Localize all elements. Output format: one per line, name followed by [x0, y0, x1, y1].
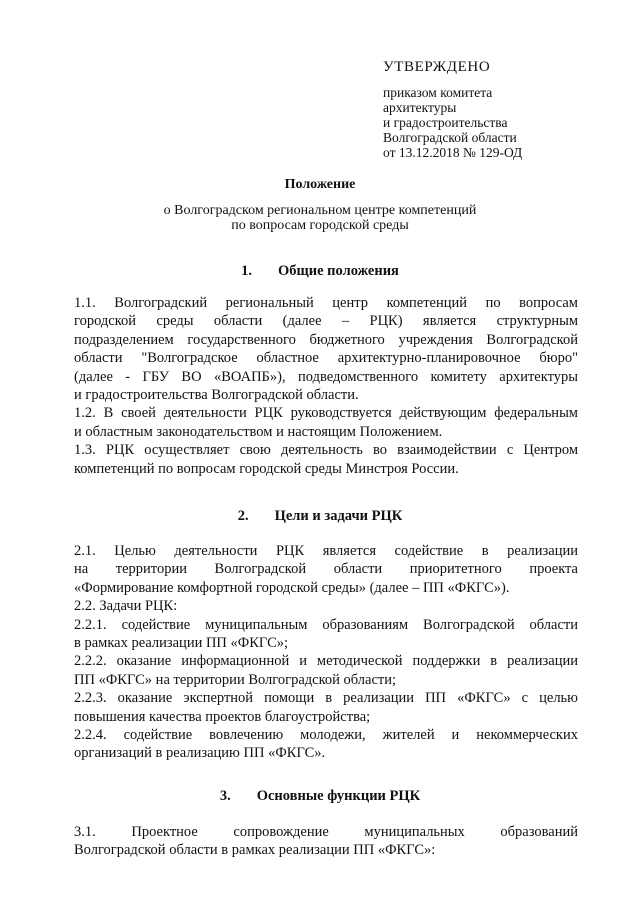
- document-subtitle: [0, 203, 640, 233]
- section-number: 2.: [237, 508, 249, 524]
- text-line: городской среды области (далее – РЦК) является структурным: [74, 313, 578, 330]
- text-line: 1.3. РЦК осуществляет свою деятельность во взаимодействии с Центром: [74, 442, 578, 459]
- text-line: в рамках реализации ПП «ФКГС»;: [74, 634, 289, 651]
- section-body-1: [74, 294, 578, 478]
- text-line: на территории Волгоградской области приоритетного проекта: [74, 561, 578, 578]
- text-line: повышения качества проектов благоустройства;: [74, 708, 371, 725]
- section-heading-3: [0, 787, 640, 805]
- text-line: 1.1. Волгоградский региональный центр компетенций по вопросам: [74, 295, 578, 311]
- approval-line: Волгоградской области: [383, 130, 517, 145]
- text-line: Волгоградской области в рамках реализации ПП «ФКГС»:: [74, 842, 436, 859]
- approval-details: [383, 85, 623, 160]
- section-body-3: [74, 823, 578, 860]
- approval-block: [383, 57, 623, 160]
- subtitle-line: по вопросам городской среды: [231, 218, 409, 233]
- section-title: Общие положения: [277, 263, 399, 279]
- text-line: 2.2. Задачи РЦК:: [74, 598, 178, 615]
- text-line: 2.1. Целью деятельности РЦК является содействие в реализации: [74, 543, 578, 559]
- text-line: организаций в реализацию ПП «ФКГС».: [74, 745, 326, 762]
- text-line: 2.2.2. оказание информационной и методической поддержки в реализации: [74, 653, 578, 670]
- text-line: подразделением государственного бюджетного учреждения Волгоградской: [74, 331, 578, 348]
- section-body-2: [74, 542, 578, 763]
- text-line: области "Волгоградское областное архитектурно-планировочное бюро": [74, 350, 578, 367]
- text-line: 2.2.4. содействие вовлечению молодежи, жителей и некоммерческих: [74, 726, 578, 743]
- text-line: и градостроительства Волгоградской области.: [74, 386, 359, 403]
- section-number: 1.: [241, 263, 252, 279]
- approval-title: УТВЕРЖДЕНО: [383, 59, 491, 75]
- section-title: Цели и задачи РЦК: [274, 508, 403, 524]
- text-line: 1.2. В своей деятельности РЦК руководствуется действующим федеральным: [74, 405, 578, 422]
- subtitle-line: о Волгоградском региональном центре компетенций: [163, 203, 477, 218]
- section-title: Основные функции РЦК: [256, 788, 421, 804]
- text-line: и областным законодательством и настоящим Положением.: [74, 423, 443, 440]
- section-heading-2: [0, 507, 640, 525]
- text-line: 2.2.3. оказание экспертной помощи в реализации ПП «ФКГС» с целью: [74, 690, 578, 707]
- text-line: 2.2.1. содействие муниципальным образованиям Волгоградской области: [74, 616, 578, 633]
- document-title: Положение: [284, 177, 356, 192]
- approval-line: и градостроительства: [383, 115, 508, 130]
- approval-line: архитектуры: [383, 100, 457, 115]
- approval-line: приказом комитета: [383, 85, 493, 100]
- text-line: «Формирование комфортной городской среды» (далее – ПП «ФКГС»).: [74, 579, 510, 596]
- text-line: ПП «ФКГС» на территории Волгоградской области;: [74, 671, 397, 688]
- section-heading-1: [0, 262, 640, 280]
- text-line: компетенций по вопросам городской среды Минстроя России.: [74, 460, 459, 477]
- text-line: (далее - ГБУ ВО «ВОАПБ»), подведомственного комитету архитектуры: [74, 368, 578, 385]
- text-line: 3.1. Проектное сопровождение муниципальных образований: [74, 824, 578, 840]
- approval-line: от 13.12.2018 № 129-ОД: [383, 145, 523, 160]
- section-number: 3.: [219, 788, 231, 804]
